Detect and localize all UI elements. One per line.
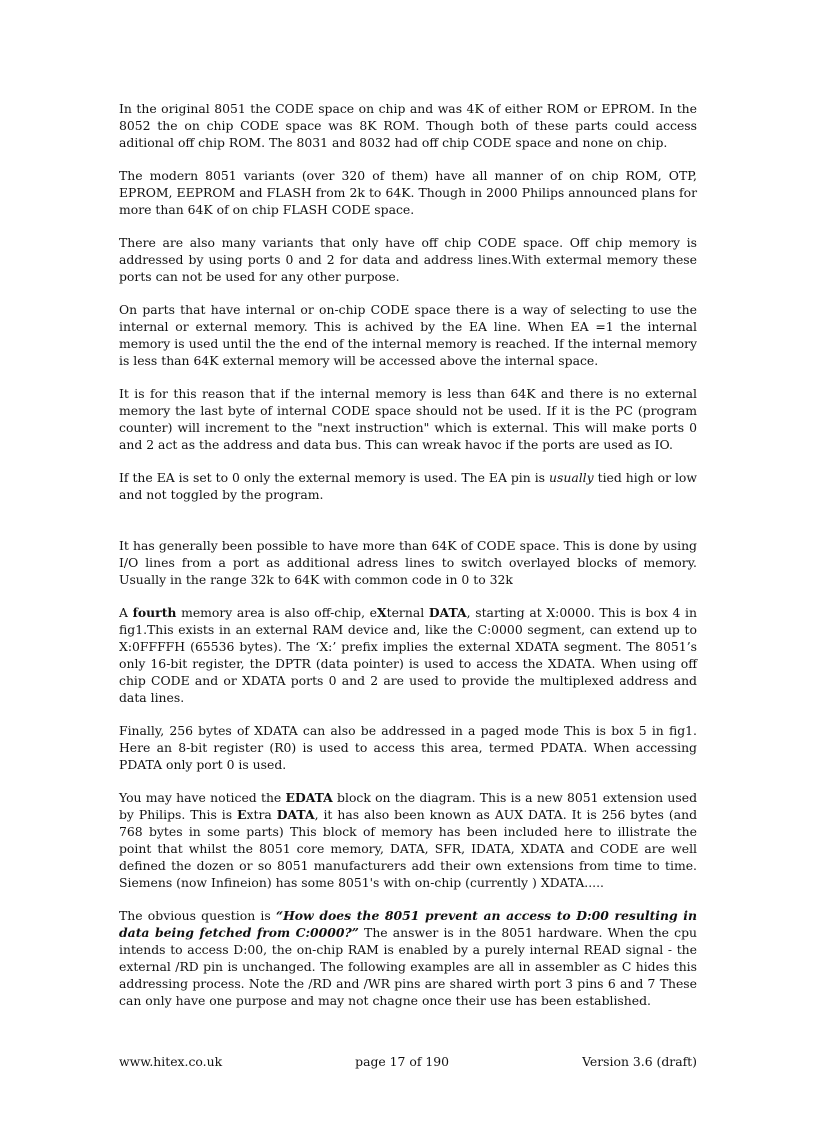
paragraph-code-banking: It has generally been possible to have more than 64K of CODE space. This is done by using I/O lines from a port as additional adress lines to switch overlayed blocks of memory. Usually in the range 32k to 64K with common code in 0 to 32k [119,538,697,587]
question-emphasis: “How does the 8051 prevent an access to D:00 resulting in data being fetched from C:0000?” [119,908,697,940]
paragraph-pdata: Finally, 256 bytes of XDATA can also be addressed in a paged mode This is box 5 in fig1. Here an 8-bit register (R0) is used to access this area, termed PDATA. When accessing PDATA only port 0 is used. [119,723,697,772]
paragraph-xdata: A fourth memory area is also off-chip, eXternal DATA, starting at X:0000. This is box 4 in fig1.This exists in an external RAM device and, like the C:0000 segment, can extend up to X:0FFFFH (65536 bytes). The ‘X:’ prefix implies the external XDATA segment. The 8051’s only 16-bit register, the DPTR (data pointer) is used to access the XDATA. When using off chip CODE and or XDATA ports 0 and 2 are used to provide the multiplexed address and data lines. [119,605,697,705]
paragraph-modern-variants: The modern 8051 variants (over 320 of them) have all manner of on chip ROM, OTP, EPROM, EEPROM and FLASH from 2k to 64K. Though in 2000 Philips announced plans for more than 64K of on chip FLASH CODE space. [119,168,697,217]
paragraph-off-chip-code: There are also many variants that only have off chip CODE space. Off chip memory is addressed by using ports 0 and 2 for data and address lines.With extermal memory these ports can not be used for any other purpose. [119,235,697,284]
paragraph-ea-zero: If the EA is set to 0 only the external memory is used. The EA pin is usually tied high or low and not toggled by the program. [119,470,697,502]
emphasis-usually: usually [549,470,594,485]
paragraph-ea-line: On parts that have internal or on-chip CODE space there is a way of selecting to use the internal or external memory. This is achived by the EA line. When EA =1 the internal memory is used until the the end of the internal memory is reached. If the internal memory is less than 64K external memory will be accessed above the internal space. [119,302,697,368]
paragraph-last-byte-warning: It is for this reason that if the internal memory is less than 64K and there is no external memory the last byte of internal CODE space should not be used. If it is the PC (program counter) will increment to the "next instruction" which is external. This will make ports 0 and 2 act as the address and data bus. This can wreak havoc if the ports are used as IO. [119,386,697,452]
paragraph-obvious-question: The obvious question is “How does the 8051 prevent an access to D:00 resulting in data being fetched from C:0000?” The answer is in the 8051 hardware. When the cpu intends to access D:00, the on-chip RAM is enabled by a purely internal READ signal - the external /RD pin is unchanged. The following examples are all in assembler as C hides this addressing process. Note the /RD and /WR pins are shared wirth port 3 pins 6 and 7 These can only have one purpose and may not chagne once their use has been established. [119,908,697,1008]
footer-website: www.hitex.co.uk [119,1054,223,1069]
footer-page-number: page 17 of 190 [355,1054,450,1069]
footer-version: Version 3.6 (draft) [582,1054,697,1069]
page-footer [119,1054,697,1069]
paragraph-edata: You may have noticed the EDATA block on the diagram. This is a new 8051 extension used by Philips. This is Extra DATA, it has also been known as AUX DATA. It is 256 bytes (and 768 bytes in some parts) This block of memory has been included here to illistrate the point that whilst the 8051 core memory, DATA, SFR, IDATA, XDATA and CODE are well defined the dozen or so 8051 manufacturers add their own extensions from time to time. Siemens (now Infineion) has some 8051's with on-chip (currently ) XDATA..... [119,790,697,890]
paragraph-original-8051: In the original 8051 the CODE space on chip and was 4K of either ROM or EPROM. In the 8052 the on chip CODE space was 8K ROM. Though both of these parts could access aditional off chip ROM. The 8031 and 8032 had off chip CODE space and none on chip. [119,101,697,150]
body-text [119,100,697,1025]
